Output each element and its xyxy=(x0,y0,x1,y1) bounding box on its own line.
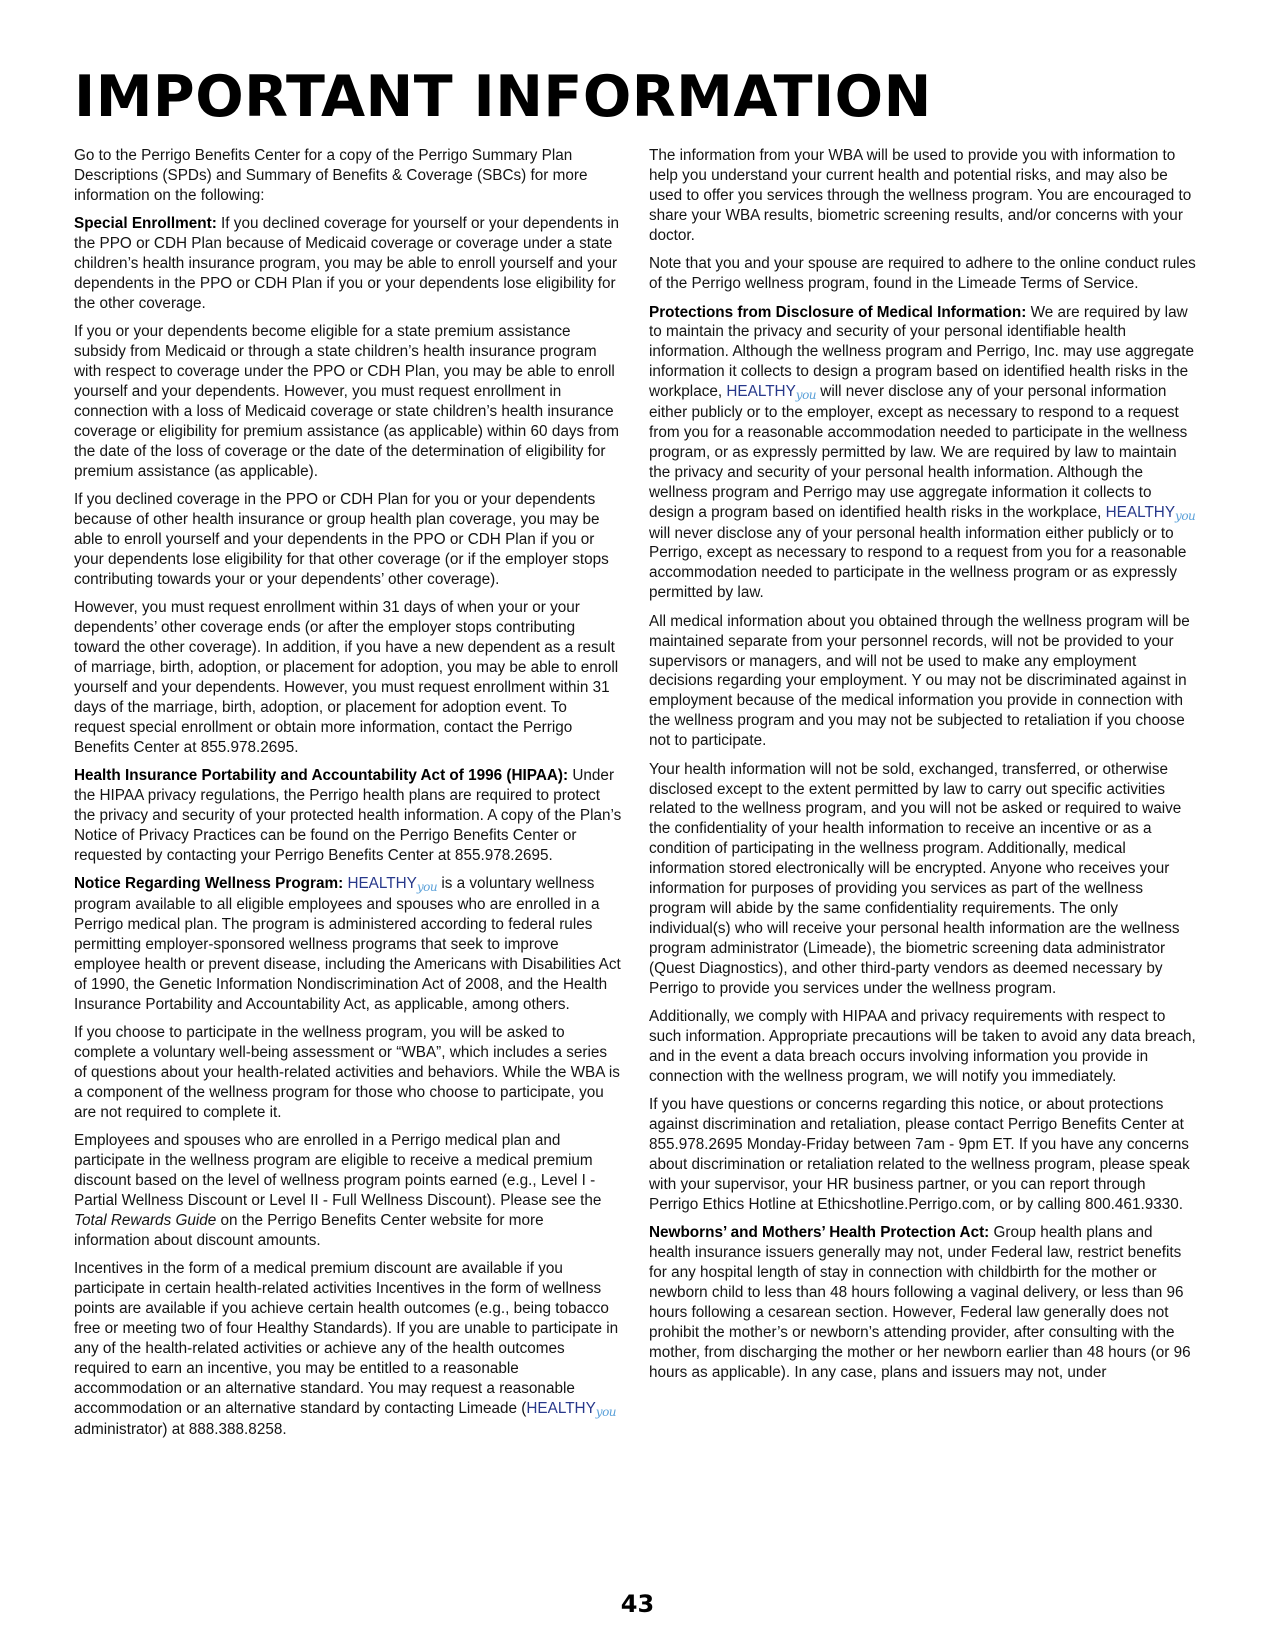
healthy-you-logo: HEALTHYyou xyxy=(347,875,438,895)
questions-contact-paragraph: If you have questions or concerns regarding this notice, or about protections against discrimination and retaliation, please contact Perrigo Benefits Center at 855.978.2695 Monday-Friday between 7am - 9pm ET. If you have any concerns about discrimination or retaliation related to the wellness program, please speak with your supervisor, your HR business partner, or you can report through Perrigo Ethics Hotline at Ethicshotline.Perrigo.com, or by calling 800.461.9330. xyxy=(649,1096,1190,1213)
protections-paragraph: Protections from Disclosure of Medical Information: We are required by law to maintain the privacy and security of your personal identifiable health information. Although the wellness program and Perrigo, Inc. may use aggregate information it collects to design a program based on identified health risks in the workplace, HEALTHYyou will never disclose any of your personal information either publicly or to the employer, except as necessary to respond to a request from you for a reasonable accommodation needed to participate in the wellness program, or as expressly permitted by law. We are required by law to maintain the privacy and security of your personal health information. Although the wellness program and Perrigo may use aggregate information it collects to design a program based on identified health risks in the workplace, HEALTHYyou will never disclose any of your personal health information either publicly or to Perrigo, except as necessary to respond to a request from you for a reasonable accommodation needed to participate in the wellness program or as expressly permitted by law. xyxy=(649,303,1196,602)
newborns-paragraph xyxy=(649,1223,1197,1382)
right-column xyxy=(649,146,1197,1391)
incentives-paragraph: Incentives in the form of a medical premium discount are available if you participate in certain health-related activities Incentives in the form of wellness points are available if you achieve certain health outcomes (e.g., being tobacco free or meeting two of four Healthy Standards). If you are unable to participate in any of the health-related activities or achieve any of the health outcomes required to earn an incentive, you may be entitled to a reasonable accommodation or an alternative standard. You may request a reasonable accommodation or an alternative standard by contacting Limeade (HEALTHYyou administrator) at 888.388.8258. xyxy=(74,1260,619,1438)
newborns-text: Group health plans and health insurance issuers generally may not, under Federal law, restrict benefits for any hospital length of stay in connection with childbirth for the mother or newborn child to less than 48 hours following a vaginal delivery, or less than 96 hours following a cesarean section. However, Federal law generally does not prohibit the mother’s or newborn’s attending provider, after consulting with the mother, from discharging the mother or her newborn earlier than 48 hours (or 96 hours as applicable). In any case, plans and issuers may not, under xyxy=(649,1224,1191,1381)
enrollment-deadline-paragraph: However, you must request enrollment within 31 days of when your or your dependents’ other coverage ends (or after the employer stops contributing toward the other coverage). In addition, if you have a new dependent as a result of marriage, birth, adoption, or placement for adoption, you may be able to enroll yourself and your dependents. However, you must request enrollment within 31 days of the marriage, birth, adoption, or placement for adoption event. To request special enrollment or obtain more information, contact the Perrigo Benefits Center at 855.978.2695. xyxy=(74,599,619,756)
special-enrollment-paragraph xyxy=(74,214,622,314)
hipaa-heading: Health Insurance Portability and Accountability Act of 1996 (HIPAA): xyxy=(74,767,569,785)
wellness-notice-text: is a voluntary wellness program available to all eligible employees and spouses who are enrolled in a Perrigo medical plan. The program is administered according to federal rules permitting employer-sponsored wellness programs that seek to improve employee health or prevent disease, including the Americans with Disabilities Act of 1990, the Genetic Information Nondiscrimination Act of 2008, and the Health Insurance Portability and Accountability Act, as applicable, among others. xyxy=(74,875,621,1013)
special-enrollment-heading: Special Enrollment: xyxy=(74,215,217,233)
healthy-you-logo: HEALTHYyou xyxy=(526,1399,617,1419)
page-number: 43 xyxy=(620,1590,655,1618)
healthy-you-logo: HEALTHYyou xyxy=(726,383,817,403)
not-sold-paragraph: Your health information will not be sold, exchanged, transferred, or otherwise disclosed except to the extent permitted by law to carry out specific activities related to the wellness program, and you will not be asked or required to waive the confidentiality of your health information to receive an incentive or as a condition of participating in the wellness program. Additionally, medical information stored electronically will be encrypted. Anyone who receives your information for purposes of providing you services as part of the wellness program will abide by the same confidentiality requirements. The only individual(s) who will receive your personal health information are the wellness program administrator (Limeade), the biometric screening data administrator (Quest Diagnostics), and other third-party vendors as deemed necessary by Perrigo to provide you services under the wellness program. xyxy=(649,760,1182,997)
wba-paragraph: If you choose to participate in the wellness program, you will be asked to complete a voluntary well-being assessment or “WBA”, which includes a series of questions about your health-related activities and behaviors. While the WBA is a component of the wellness program for those who choose to participate, you are not required to complete it. xyxy=(74,1024,620,1121)
wellness-notice-heading: Notice Regarding Wellness Program: xyxy=(74,875,344,893)
wba-info-paragraph: The information from your WBA will be used to provide you with information to help you understand your current health and potential risks, and may also be used to offer you services through the wellness program. You are encouraged to share your WBA results, biometric screening results, and/or concerns with your doctor. xyxy=(649,147,1192,244)
hipaa-text: Under the HIPAA privacy regulations, the Perrigo health plans are required to protect the privacy and security of your protected health information. A copy of the Plan’s Notice of Privacy Practices can be found on the Perrigo Benefits Center or requested by contacting your Perrigo Benefits Center at 855.978.2695. xyxy=(74,767,622,864)
page-title: IMPORTANT INFORMATION xyxy=(74,64,932,130)
special-enrollment-text: If you declined coverage for yourself or your dependents in the PPO or CDH Plan because of Medicaid coverage or coverage under a state children’s health insurance program, you may be able to enroll yourself and your dependents in the PPO or CDH Plan if you or your dependents lose eligibility for the other coverage. xyxy=(74,215,620,312)
conduct-rules-paragraph: Note that you and your spouse are required to adhere to the online conduct rules of the Perrigo wellness program, found in the Limeade Terms of Service. xyxy=(649,255,1196,293)
left-column xyxy=(74,146,622,1448)
premium-discount-paragraph: Employees and spouses who are enrolled in a Perrigo medical plan and participate in the wellness program are eligible to receive a medical premium discount based on the level of wellness program points earned (e.g., Level I - Partial Wellness Discount or Level II - Full Wellness Discount). Please see the Total Rewards Guide on the Perrigo Benefits Center website for more information about discount amounts. xyxy=(74,1132,602,1249)
healthy-you-logo: HEALTHYyou xyxy=(1105,503,1196,523)
protections-heading: Protections from Disclosure of Medical Information: xyxy=(649,303,1027,321)
intro-paragraph: Go to the Perrigo Benefits Center for a copy of the Perrigo Summary Plan Descriptions (SPDs) and Summary of Benefits & Coverage (SBCs) for more information on the following: xyxy=(74,147,588,204)
declined-coverage-paragraph: If you declined coverage in the PPO or CDH Plan for you or your dependents because of other health insurance or group health plan coverage, you may be able to enroll yourself and your dependents in the PPO or CDH Plan if you or your dependents lose eligibility for that other coverage (or if the employer stops contributing towards your or your dependents’ other coverage). xyxy=(74,491,609,588)
newborns-heading: Newborns’ and Mothers’ Health Protection Act: xyxy=(649,1224,990,1242)
total-rewards-guide-title: Total Rewards Guide xyxy=(74,1212,217,1230)
wellness-notice-paragraph xyxy=(74,874,622,1014)
medical-info-separate-paragraph: All medical information about you obtained through the wellness program will be maintained separate from your personnel records, will not be provided to your supervisors or managers, and will not be used to make any employment decisions regarding your employment. Y ou may not be discriminated against in employment because of the medical information you provide in connection with the wellness program and you may not be subjected to retaliation if you choose not to participate. xyxy=(649,612,1190,750)
hipaa-paragraph xyxy=(74,766,622,866)
hipaa-compliance-paragraph: Additionally, we comply with HIPAA and privacy requirements with respect to such information. Appropriate precautions will be taken to avoid any data breach, and in the event a data breach occurs involving information you provide in connection with the wellness program, we will notify you immediately. xyxy=(649,1008,1196,1085)
state-premium-paragraph: If you or your dependents become eligible for a state premium assistance subsidy from Medicaid or through a state children’s health insurance program with respect to coverage under the PPO or CDH Plan, you may be able to enroll yourself and your dependents. However, you must request enrollment in connection with a loss of Medicaid coverage or state children’s health insurance coverage or eligibility for premium assistance (as applicable) within 60 days from the date of the loss of coverage or the date of the determination of eligibility for premium assistance (as applicable). xyxy=(74,323,619,480)
